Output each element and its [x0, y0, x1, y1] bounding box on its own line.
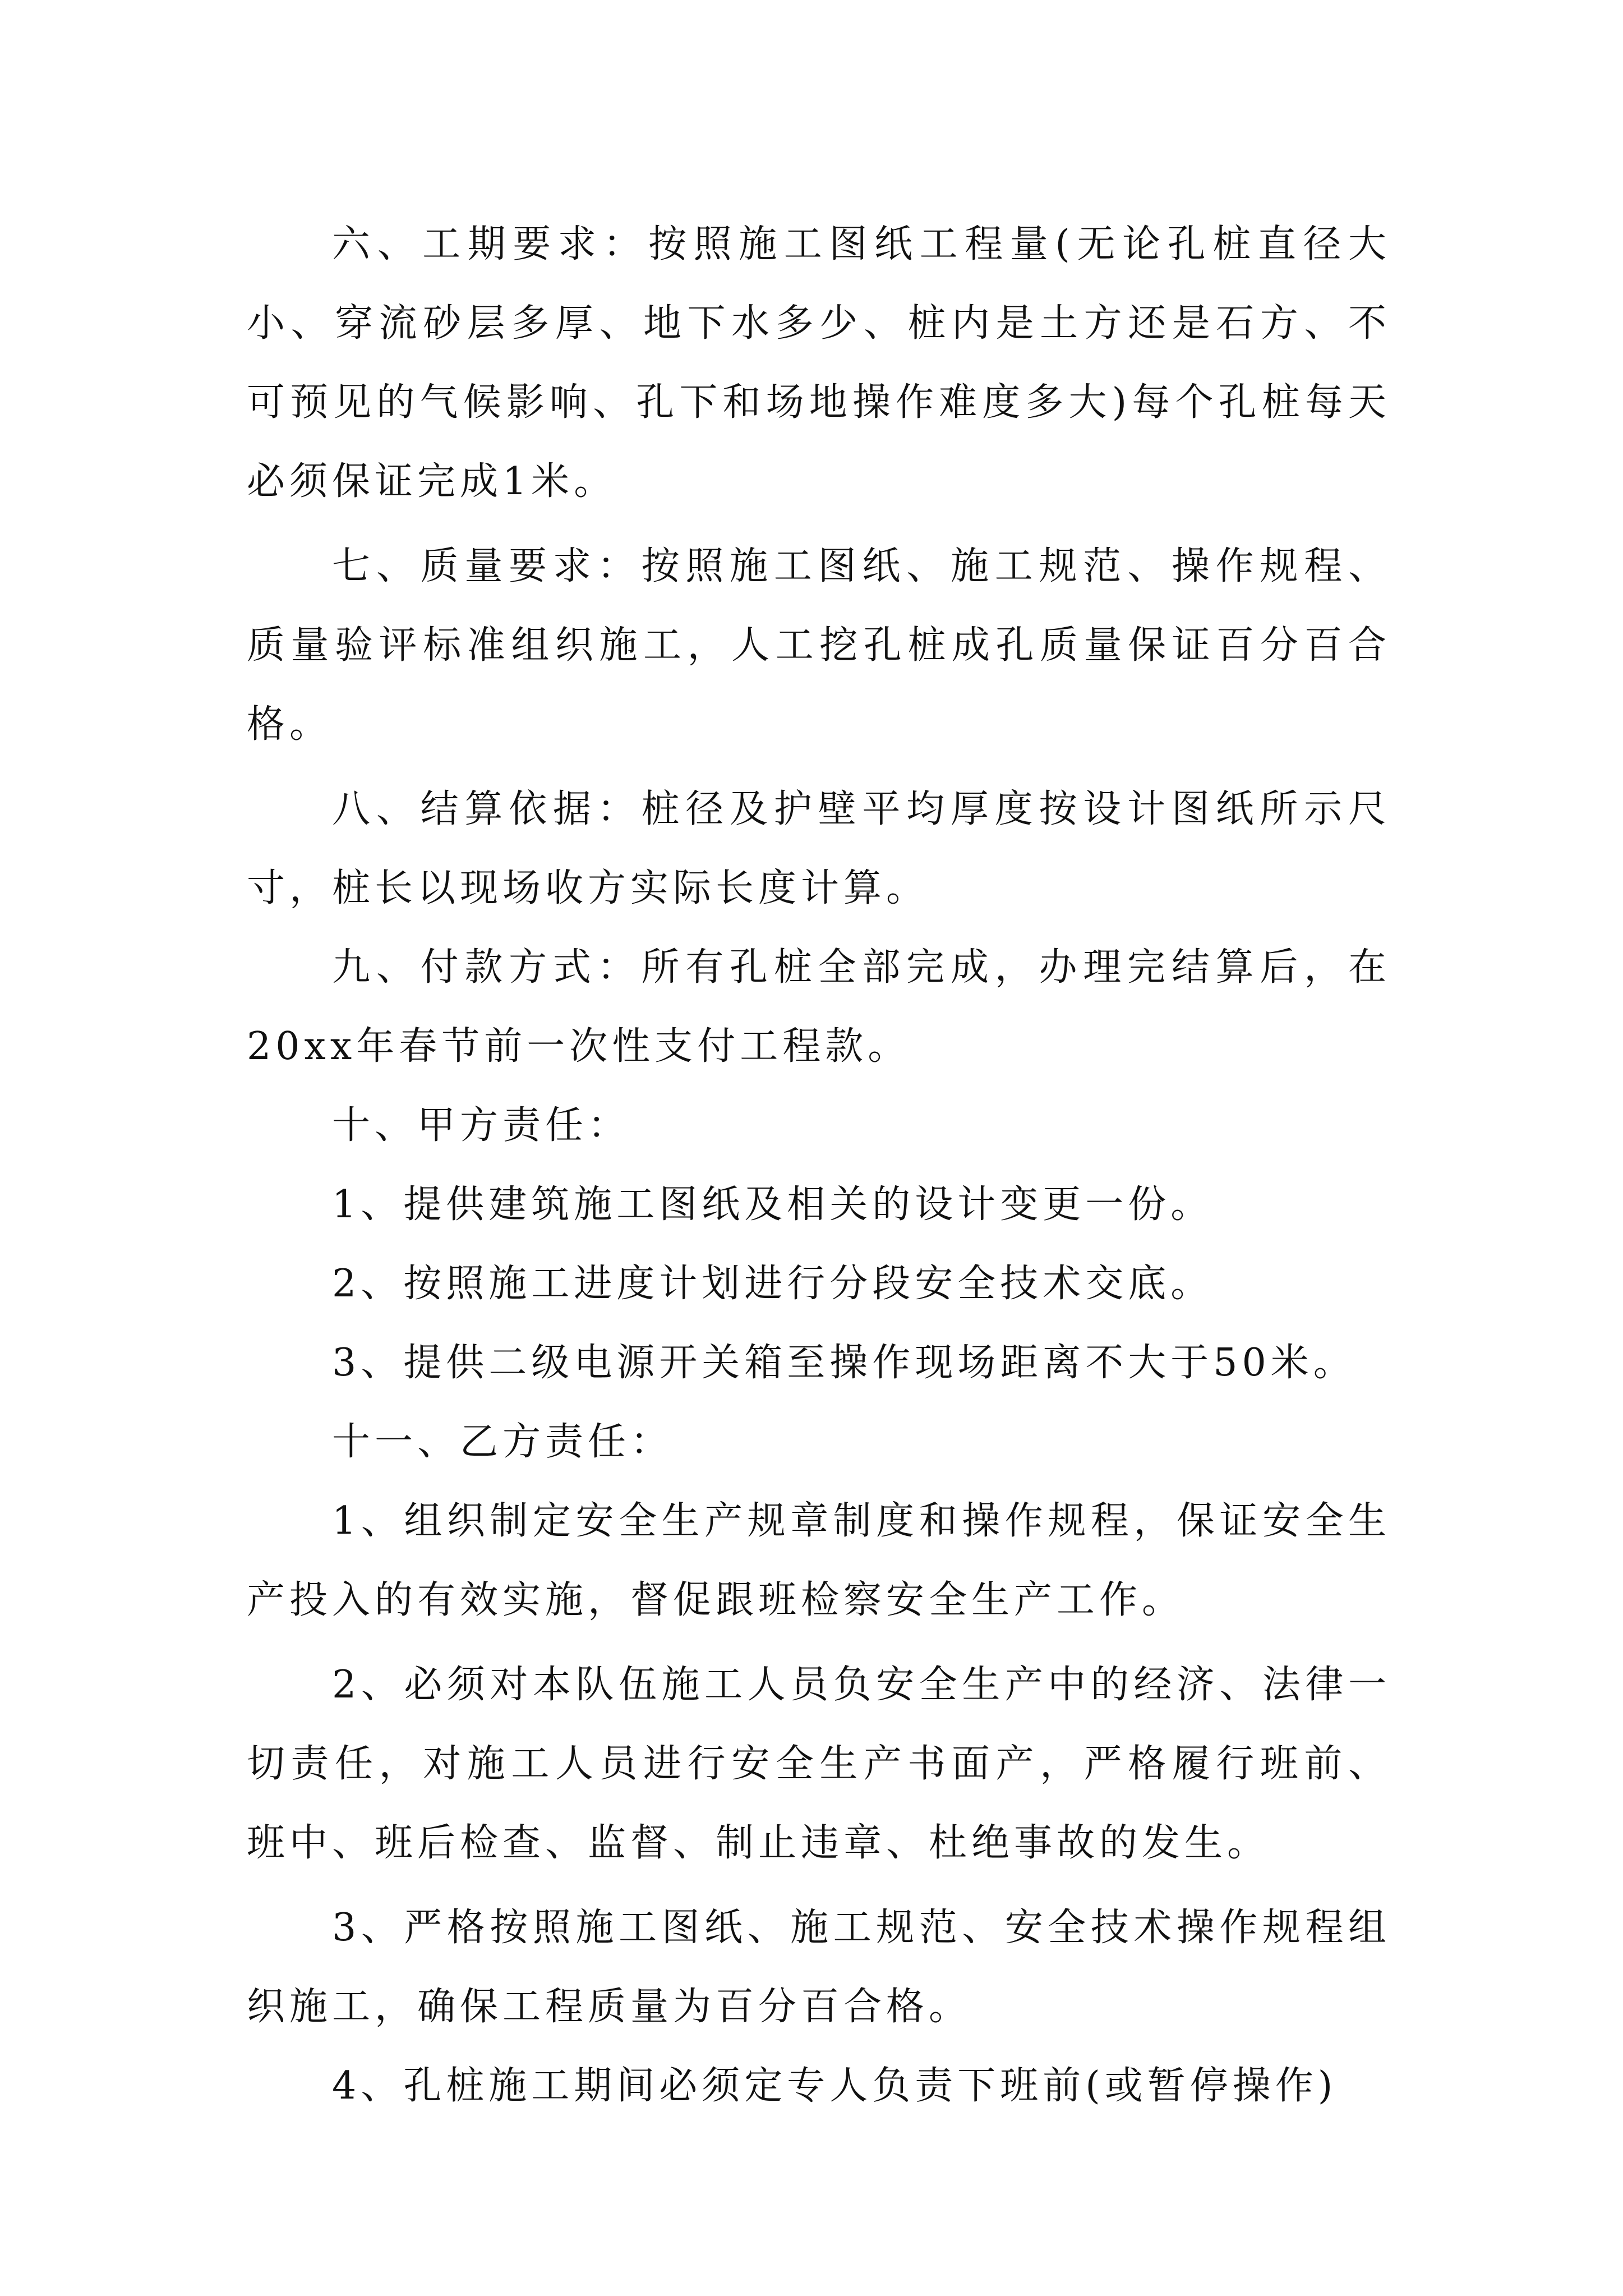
paragraph-party-b-item-1: 1、组织制定安全生产规章制度和操作规程，保证安全生产投入的有效实施，督促跟班检察安全生产工作。 — [247, 1499, 1391, 1622]
paragraph-party-a-item-3: 3、提供二级电源开关箱至操作现场距离不大于50米。 — [332, 1341, 1356, 1385]
paragraph-party-b-item-2: 2、必须对本队伍施工人员负安全生产中的经济、法律一切责任，对施工人员进行安全生产书面产，严格履行班前、班中、班后检查、监督、制止违章、杜绝事故的发生。 — [247, 1663, 1391, 1865]
paragraph-settlement-basis: 八、结算依据：桩径及护壁平均厚度按设计图纸所示尺寸，桩长以现场收方实际长度计算。 — [247, 787, 1391, 910]
paragraph-party-a-item-2: 2、按照施工进度计划进行分段安全技术交底。 — [332, 1262, 1214, 1306]
paragraph-quality-requirements: 七、质量要求：按照施工图纸、施工规范、操作规程、质量验评标准组织施工，人工挖孔桩成孔质量保证百分百合格。 — [247, 544, 1391, 747]
paragraph-construction-period: 六、工期要求：按照施工图纸工程量(无论孔桩直径大小、穿流砂层多厚、地下水多少、桩内是土方还是石方、不可预见的气候影响、孔下和场地操作难度多大)每个孔桩每天必须保证完成1米。 — [247, 222, 1391, 504]
paragraph-party-a-heading: 十、甲方责任： — [332, 1103, 631, 1148]
paragraph-party-a-item-1: 1、提供建筑施工图纸及相关的设计变更一份。 — [332, 1182, 1214, 1227]
paragraph-party-b-item-4: 4、孔桩施工期间必须定专人负责下班前(或暂停操作) — [332, 2064, 1338, 2108]
paragraph-party-b-item-3: 3、严格按照施工图纸、施工规范、安全技术操作规程组织施工，确保工程质量为百分百合格。 — [247, 1906, 1391, 2029]
paragraph-payment-method: 九、付款方式：所有孔桩全部完成，办理完结算后，在20xx年春节前一次性支付工程款。 — [247, 945, 1391, 1069]
document-body — [247, 205, 1391, 2125]
paragraph-party-b-heading: 十一、乙方责任： — [332, 1420, 674, 1464]
